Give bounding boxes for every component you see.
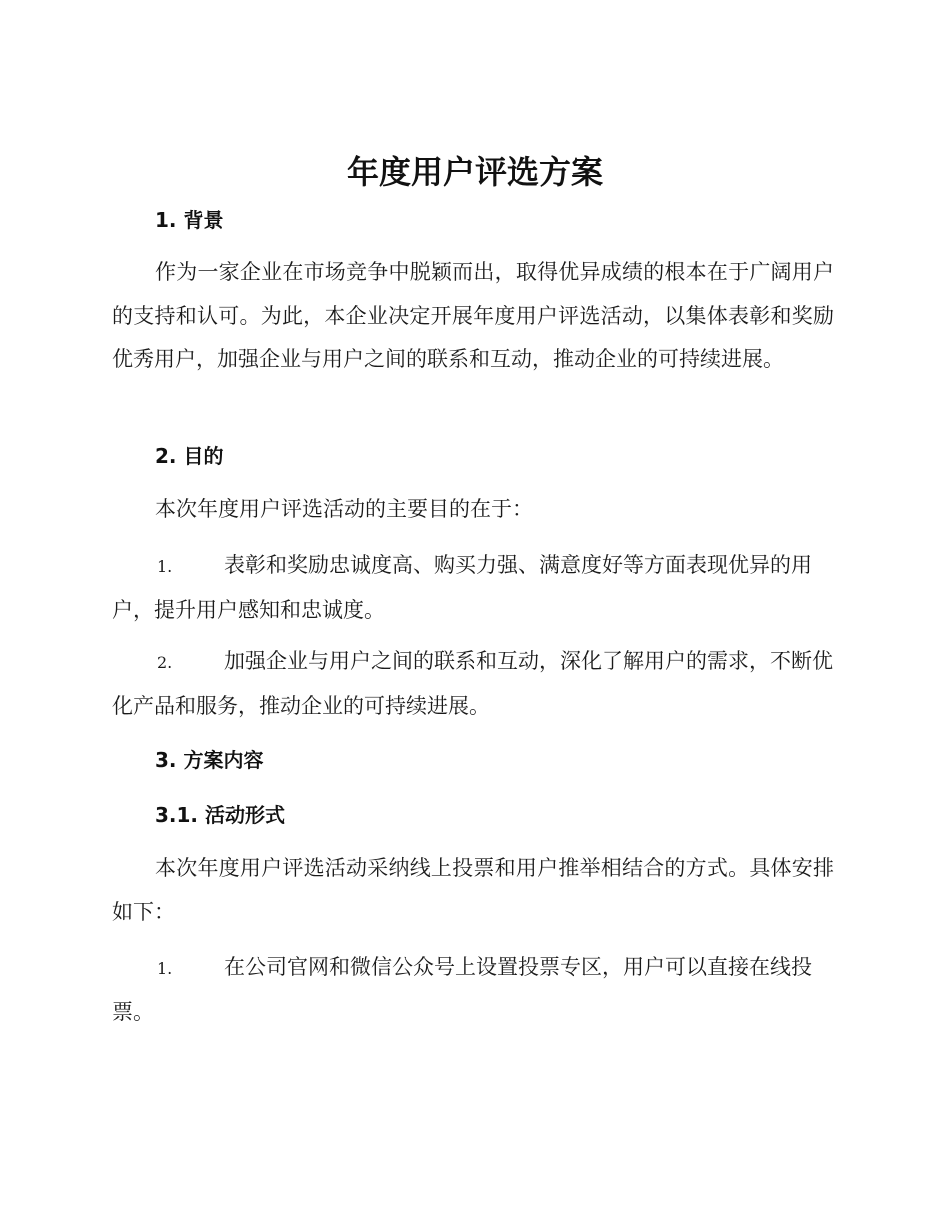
list-number: 1.	[157, 959, 173, 978]
purpose-list-item	[112, 640, 834, 728]
activity-format-intro: 本次年度用户评选活动采纳线上投票和用户推举相结合的方式。具体安排如下：	[112, 856, 834, 924]
purpose-list-item	[112, 544, 834, 632]
list-number: 1.	[157, 557, 173, 576]
background-paragraph: 作为一家企业在市场竞争中脱颖而出，取得优异成绩的根本在于广阔用户的支持和认可。为此，本企业决定开展年度用户评选活动，以集体表彰和奖励优秀用户，加强企业与用户之间的联系和互动，推动企业的可持续进展。	[112, 260, 834, 371]
list-text: 表彰和奖励忠诚度高、购买力强、满意度好等方面表现优异的用户，提升用户感知和忠诚度。	[112, 553, 812, 622]
section-heading-background: 1. 背景	[155, 208, 224, 232]
list-text: 在公司官网和微信公众号上设置投票专区，用户可以直接在线投票。	[112, 955, 812, 1024]
activity-list-item	[112, 946, 834, 1034]
list-number: 2.	[157, 653, 173, 672]
subsection-heading-activity-format: 3.1. 活动形式	[155, 803, 285, 827]
section-heading-plan: 3. 方案内容	[155, 748, 264, 772]
purpose-intro: 本次年度用户评选活动的主要目的在于：	[155, 497, 533, 521]
document-title: 年度用户评选方案	[346, 153, 603, 191]
list-text: 加强企业与用户之间的联系和互动，深化了解用户的需求，不断优化产品和服务，推动企业的可持续进展。	[112, 649, 833, 718]
section-heading-purpose: 2. 目的	[155, 444, 224, 468]
